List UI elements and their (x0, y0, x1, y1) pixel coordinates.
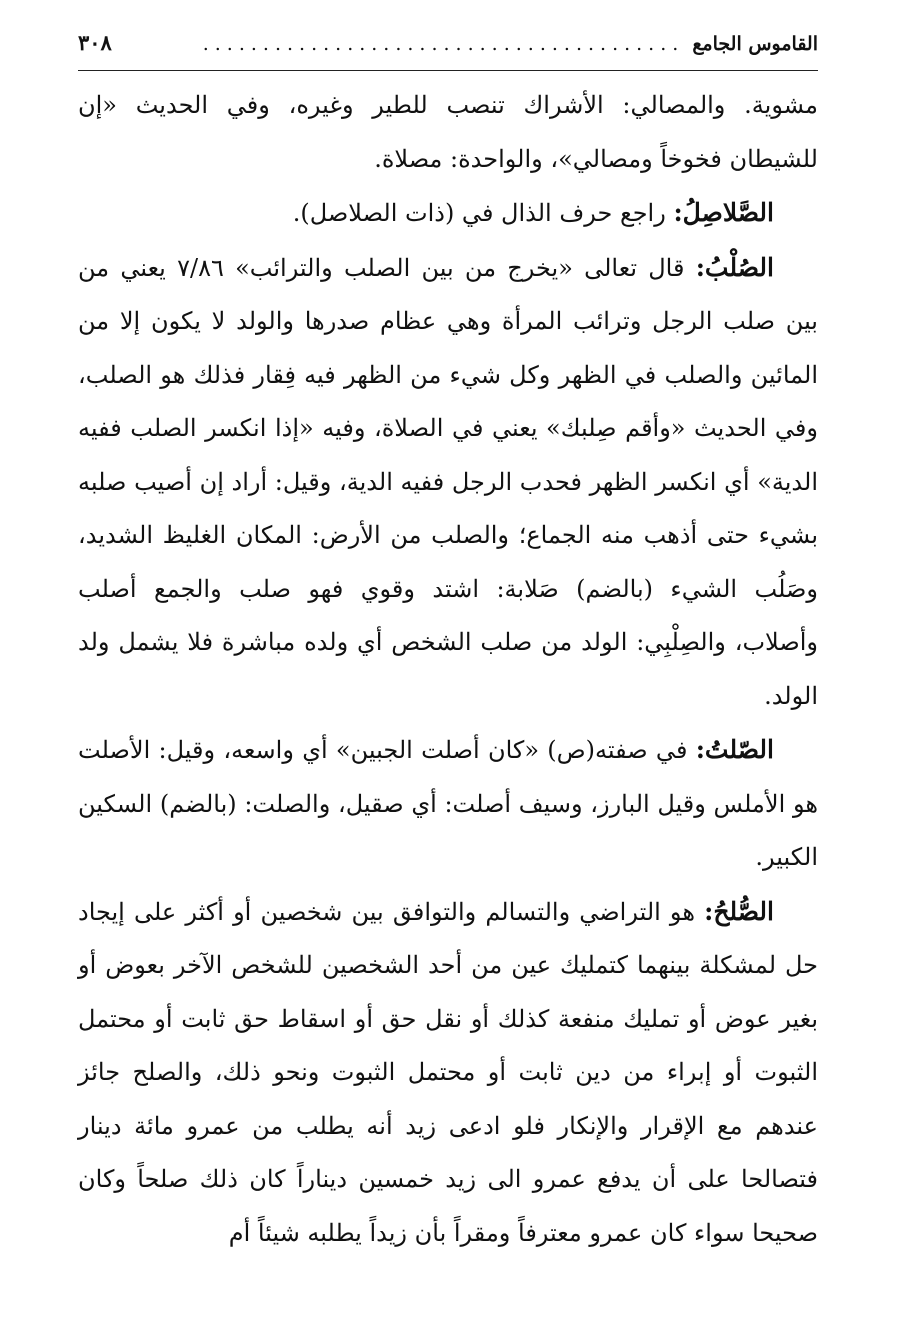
running-header (78, 30, 818, 71)
entry-headword: الصَّلاصِلُ: (673, 198, 774, 227)
entry-text: راجع حرف الذال في (ذات الصلاصل). (292, 199, 674, 227)
entry-headword: الصُّلحُ: (704, 896, 774, 926)
entry-text: في صفته(ص) «كان أصلت الجبين» أي واسعه، وقيل: الأصلت هو الأملس وقيل البارز، وسيف أصلت: أي صقيل، والصلت: (بالضم) السكين الكبير. (78, 736, 818, 871)
entry-headword: الصُلْبُ: (695, 252, 774, 282)
page-number: ٣٠٨ (78, 30, 112, 55)
entry-text: مشوية. والمصالي: الأشراك تنصب للطير وغيره، وفي الحديث «إن للشيطان فخوخاً ومصالي»، والواحدة: مصلاة. (78, 91, 818, 173)
entry-salt (78, 723, 818, 885)
dictionary-body (78, 79, 818, 1260)
entry-text: هو التراضي والتسالم والتوافق بين شخصين أو أكثر على إيجاد حل لمشكلة بينهما كتمليك عين من أحد الشخصين للشخص الآخر بعوض أو بغير عوض أو تمليك منفعة كذلك أو نقل حق أو اسقاط حق ثابت أو محتمل الثبوت أو إبراء من دين ثابت أو محتمل الثبوت ونحو ذلك، والصلح جائز عندهم مع الإقرار والإنكار فلو ادعى زيد أنه يطلب من عمرو مائة دينار فتصالحا على أن يدفع عمرو الى زيد خمسين ديناراً كان ذلك صلحاً وكان صحيحا سواء كان عمرو معترفاً ومقراً بأن زيداً يطلبه شيئاً أم (78, 897, 818, 1247)
dot-leader: ........................................ (202, 33, 685, 55)
entry-headword: الصّلتُ: (695, 735, 774, 764)
entry-text: قال تعالى «يخرج من بين الصلب والترائب» ٧/٨٦ يعني من بين صلب الرجل وترائب المرأة وهي عظام صدرها والولد لا يكون إلا من المائين والصلب في الظهر وكل شيء من الظهر فيه فِقار فذلك هو الصلب، وفي الحديث «وأقم صِلبك» يعني في الصلاة، وفيه «إذا انكسر الصلب ففيه الدية» أي انكسر الظهر فحدب الرجل ففيه الدية، وقيل: أراد إن أصيب صلبه بشيء حتى أذهب منه الجماع؛ والصلب من الأرض: المكان الغليظ الشديد، وصَلُب الشيء (بالضم) صَلابة: اشتد وقوي فهو صلب والجمع أصلب وأصلاب، والصِلْبِي: الولد من صلب الشخص أي ولده مباشرة فلا يشمل ولد الولد. (78, 253, 818, 710)
entry-sulh (78, 885, 818, 1261)
entry-salasil (78, 186, 818, 241)
entry-sulb (78, 241, 818, 724)
book-title: القاموس الجامع (692, 33, 818, 55)
page (78, 30, 818, 1260)
entry-continuation (78, 79, 818, 186)
